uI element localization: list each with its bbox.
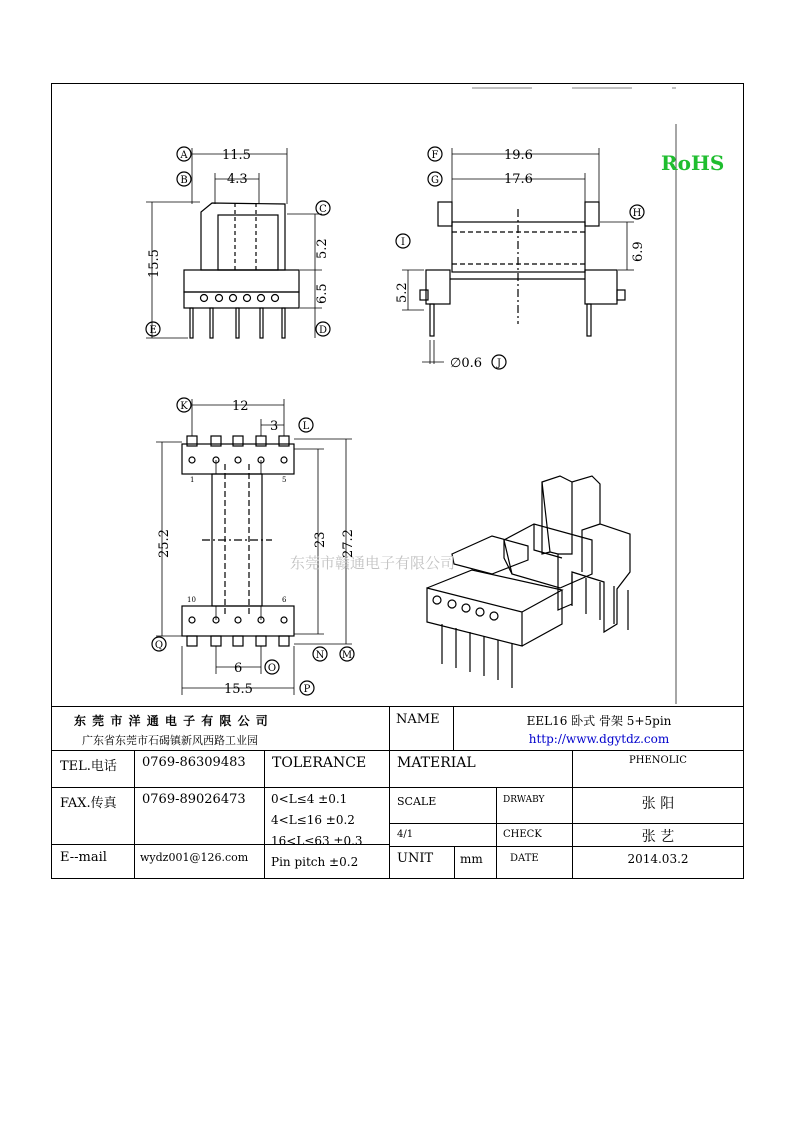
dim-i: 5.2 (395, 282, 410, 303)
unit-value: mm (460, 852, 483, 866)
company-name: 东 莞 市 洋 通 电 子 有 限 公 司 (74, 714, 269, 728)
balloon-d: D (318, 325, 328, 336)
balloon-l: L (302, 421, 310, 432)
dim-j: ∅0.6 (450, 356, 483, 371)
balloon-b: B (180, 175, 188, 186)
email-label: E--mail (60, 850, 107, 865)
dim-o: 6 (234, 661, 243, 676)
dim-g: 17.6 (504, 172, 533, 187)
date-label: DATE (510, 853, 539, 864)
fax-value: 0769-89026473 (142, 792, 246, 807)
fax-label: FAX.传真 (60, 796, 117, 811)
drawby-label: DRWABY (503, 795, 545, 805)
unit-label: UNIT (397, 851, 434, 866)
name-label: NAME (396, 712, 440, 727)
dim-right-height: 27.2 (341, 529, 356, 558)
balloon-i: I (401, 237, 405, 248)
tolerance-line-4: Pin pitch ±0.2 (271, 855, 359, 869)
email-value: wydz001@126.com (140, 851, 249, 864)
website-link[interactable]: http://www.dgytdz.com (528, 732, 670, 746)
balloon-k: K (180, 401, 188, 412)
date-value: 2014.03.2 (627, 852, 689, 866)
rohs-mark: RoHS (661, 151, 725, 175)
tolerance-label: TOLERANCE (272, 755, 367, 771)
drawing-sheet (51, 83, 744, 879)
balloon-n: N (315, 650, 325, 661)
dim-b: 4.3 (227, 172, 248, 187)
technical-drawing (52, 84, 742, 706)
tel-value: 0769-86309483 (142, 755, 246, 770)
pin-6-label: 6 (282, 596, 287, 604)
isometric-view (427, 476, 630, 688)
dim-d: 6.5 (315, 283, 330, 304)
balloon-f: F (431, 150, 439, 161)
material-label: MATERIAL (397, 755, 476, 771)
product-name: EEL16 卧式 骨架 5+5pin (526, 714, 672, 728)
dim-p: 15.5 (224, 682, 253, 697)
dim-l: 3 (270, 419, 279, 434)
watermark: 东莞市赣通电子有限公司 (290, 554, 456, 572)
pin-10-label: 10 (187, 596, 196, 604)
balloon-j: J (496, 358, 502, 369)
tolerance-line-1: 0<L≤4 ±0.1 (271, 792, 348, 806)
check-value: 张 艺 (641, 829, 675, 845)
company-address: 广东省东莞市石碣镇新风西路工业园 (82, 734, 258, 747)
balloon-q: Q (154, 640, 164, 651)
dim-h: 6.9 (631, 241, 646, 262)
dim-height-front: 15.5 (147, 249, 162, 278)
dim-k: 12 (232, 399, 249, 414)
drawby-value: 张 阳 (641, 796, 675, 812)
balloon-c: C (319, 204, 327, 215)
dim-c: 5.2 (315, 238, 330, 259)
balloon-o: O (267, 663, 277, 674)
scale-label: SCALE (397, 795, 437, 808)
balloon-g: G (431, 175, 439, 186)
tolerance-line-3: 16<L≤63 ±0.3 (271, 834, 363, 848)
material-value: PHENOLIC (629, 755, 687, 766)
balloon-h: H (632, 208, 642, 219)
check-label: CHECK (503, 829, 542, 840)
tolerance-line-2: 4<L≤16 ±0.2 (271, 813, 355, 827)
dim-left-height: 25.2 (157, 529, 172, 558)
balloon-a: A (180, 150, 188, 161)
balloon-e: E (149, 325, 157, 336)
pin-1-label: 1 (190, 476, 195, 484)
dim-a: 11.5 (222, 148, 251, 163)
balloon-m: M (341, 650, 353, 661)
tel-label: TEL.电话 (60, 759, 117, 774)
scale-value: 4/1 (397, 829, 414, 840)
pin-5-label: 5 (282, 476, 287, 484)
dim-mid-height: 23 (313, 531, 328, 548)
balloon-p: P (303, 684, 311, 695)
dim-f: 19.6 (504, 148, 533, 163)
